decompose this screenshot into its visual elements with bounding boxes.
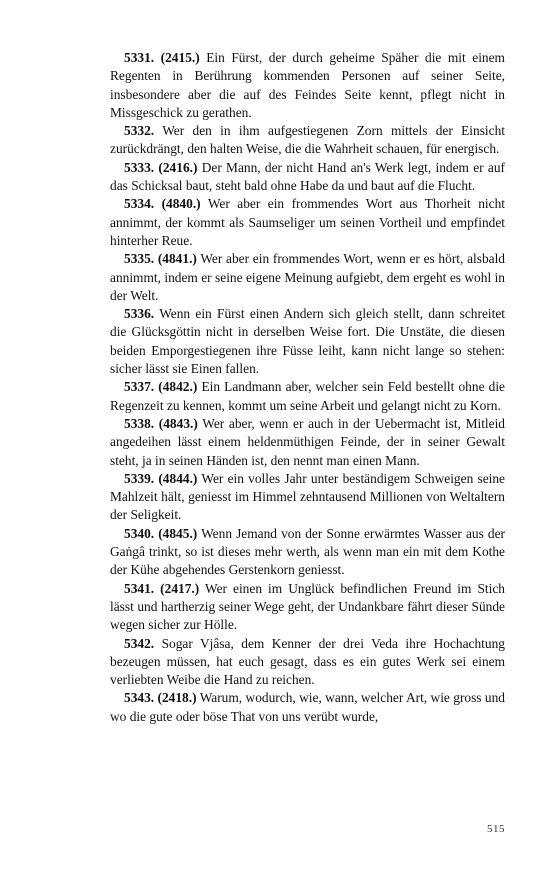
entry-text: Wenn ein Fürst einen Andern sich gleich stellt, dann schreitet die Glücksgöttin nicht in derselben Weise fort. Die Unstäte, die diesen beiden Emporgestiegenen ihre Füsse leiht, kann nicht lange so stehen: sicher lässt sie Einen fallen.: [110, 306, 505, 377]
entry-5333: [110, 159, 505, 196]
entry-5331: [110, 49, 505, 122]
entry-number: 5342.: [124, 635, 155, 651]
entry-5337: [110, 378, 505, 415]
entry-number: 5332.: [124, 123, 155, 139]
entry-5338: [110, 415, 505, 470]
entry-number: 5334. (4840.): [124, 196, 201, 212]
entry-number: 5338. (4843.): [124, 415, 198, 431]
entry-number: 5340. (4845.): [124, 525, 198, 541]
entry-text: Wer aber, wenn er auch in der Uebermacht ist, Mitleid angedeihen lässt einem heldenmüthigen Feinde, der in seiner Gewalt steht, ja in seinen Händen ist, den nennt man einen Mann.: [110, 415, 505, 468]
entry-number: 5337. (4842.): [124, 379, 198, 395]
entry-5335: [110, 250, 505, 305]
entry-text: Wer aber ein frommendes Wort, wenn er es hört, alsbald annimmt, indem er seine eigene Meinung aufgiebt, dem ergeht es wohl in der Welt.: [110, 251, 505, 303]
entry-5340: [110, 525, 505, 580]
entry-number: 5333. (2416.): [124, 159, 198, 175]
entry-text: Sogar Vjâsa, dem Kenner der drei Veda ihre Hochachtung bezeugen müssen, hat euch gesagt, dass es ein gutes Werk sei einem verliebten Weibe die Hand zu reichen.: [110, 635, 505, 688]
entry-number: 5331. (2415.): [124, 50, 200, 65]
entry-5336: [110, 305, 505, 378]
entry-text: Ein Landmann aber, welcher sein Feld bestellt ohne die Regenzeit zu kennen, kommt um seine Arbeit und gelangt nicht zu Korn.: [110, 379, 505, 413]
entry-5342: [110, 635, 505, 690]
entry-number: 5336.: [124, 306, 155, 322]
page-body: [110, 49, 505, 726]
entry-5334: [110, 195, 505, 250]
entry-text: Der Mann, der nicht Hand an's Werk legt, indem er auf das Schicksal baut, steht bald ohne Habe da und baut auf die Flucht.: [110, 159, 505, 194]
entry-number: 5335. (4841.): [124, 251, 197, 267]
entry-text: Wer ein volles Jahr unter beständigem Schweigen seine Mahlzeit hält, geniesst im Himmel zehntausend Millionen von Weltaltern der Seligkeit.: [110, 470, 505, 523]
entry-text: Ein Fürst, der durch geheime Späher die mit einem Regenten in Berührung kommenden Personen auf seiner Seite, insbesondere aber die auf des Feindes Seite kennt, pflegt nicht in Missgeschick zu gerathen.: [110, 50, 505, 120]
entry-5341: [110, 580, 505, 635]
entry-number: 5341. (2417.): [124, 580, 200, 596]
entry-number: 5343. (2418.): [124, 690, 197, 706]
entry-text: Wer den in ihm aufgestiegenen Zorn mittels der Einsicht zurückdrängt, den halten Weise, die die Wahrheit schauen, für energisch.: [110, 123, 505, 157]
entry-5332: [110, 122, 505, 159]
entry-5339: [110, 470, 505, 525]
entry-text: Wenn Jemand von der Sonne erwärmtes Wasser aus der Gaṅgâ trinkt, so ist dieses mehr werth, als wenn man ein mit dem Kothe der Kühe abgehendes Gerstenkorn geniesst.: [110, 525, 505, 578]
entry-text: Wer einen im Unglück befindlichen Freund im Stich lässt und hartherzig seiner Wege geht, der Undankbare fährt dieser Sünde wegen sicher zur Hölle.: [110, 580, 505, 633]
page-number: 515: [487, 823, 505, 835]
entry-text: Wer aber ein frommendes Wort aus Thorheit nicht annimmt, der kommt als Saumseliger um seinen Vortheil und empfindet hinterher Reue.: [110, 196, 506, 248]
entry-5343: [110, 689, 505, 726]
entry-text: Warum, wodurch, wie, wann, welcher Art, wie gross und wo die gute oder böse That von uns verübt wurde,: [110, 690, 505, 724]
entry-number: 5339. (4844.): [124, 470, 198, 486]
